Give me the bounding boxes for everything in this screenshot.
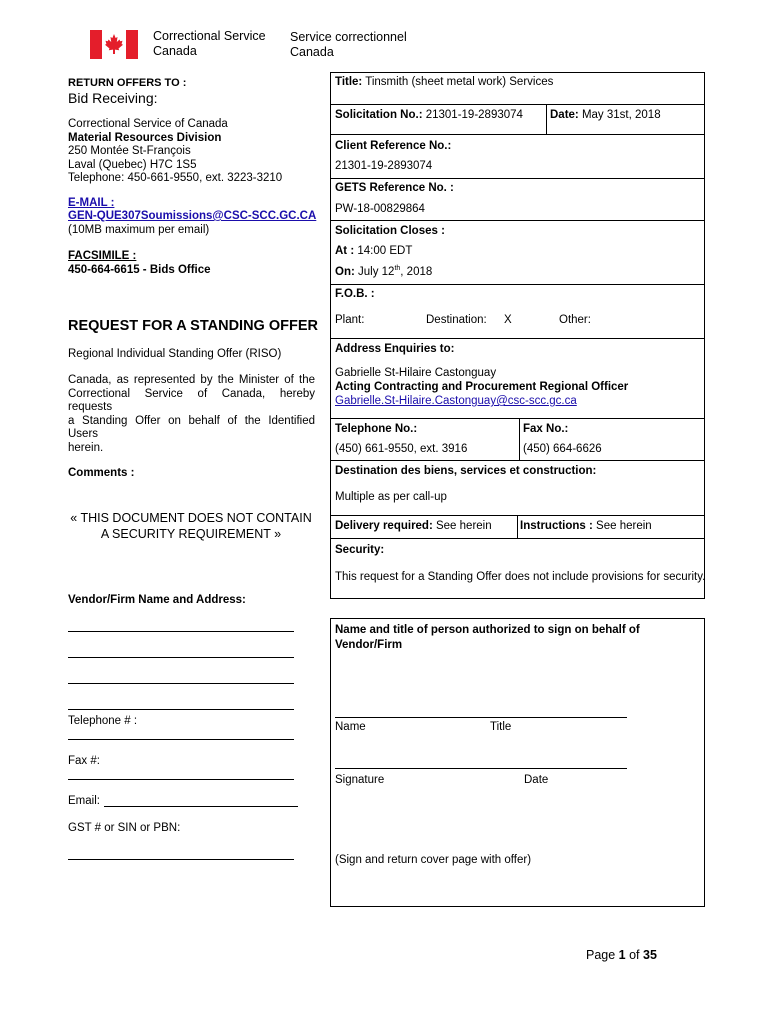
fob-label: F.O.B. : bbox=[335, 288, 375, 300]
gst-line[interactable] bbox=[68, 859, 294, 860]
fax-line[interactable] bbox=[68, 779, 294, 780]
telephone-label: Telephone # : bbox=[68, 715, 138, 727]
gets-reference-value: PW-18-00829864 bbox=[335, 203, 425, 215]
delivery-required: Delivery required: See herein bbox=[335, 520, 492, 532]
solicitation-date: Date: May 31st, 2018 bbox=[550, 109, 661, 121]
facsimile-value: 450-664-6615 - Bids Office bbox=[68, 264, 211, 276]
canada-flag-icon bbox=[90, 30, 138, 59]
instructions: Instructions : See herein bbox=[520, 520, 652, 532]
client-reference-value: 21301-19-2893074 bbox=[335, 160, 433, 172]
vendor-line-3[interactable] bbox=[68, 683, 294, 684]
security-label: Security: bbox=[335, 544, 385, 556]
fob-destination-label: Destination: bbox=[426, 314, 487, 326]
return-offers-label: RETURN OFFERS TO : bbox=[68, 77, 187, 89]
department-name-en: Correctional Service Canada bbox=[153, 29, 266, 58]
solicitation-closes-label: Solicitation Closes : bbox=[335, 225, 445, 237]
contact-title: Acting Contracting and Procurement Regional Officer bbox=[335, 381, 629, 393]
telephone-no-label: Telephone No.: bbox=[335, 423, 418, 435]
destination-goods-value: Multiple as per call-up bbox=[335, 491, 447, 503]
fax-label: Fax #: bbox=[68, 755, 100, 767]
title-field: Title: Tinsmith (sheet metal work) Services bbox=[335, 76, 554, 88]
vendor-line-1[interactable] bbox=[68, 631, 294, 632]
signature-date-line[interactable] bbox=[335, 768, 627, 769]
gets-reference-label: GETS Reference No. : bbox=[335, 182, 454, 194]
date-label: Date bbox=[524, 774, 549, 786]
name-label: Name bbox=[335, 721, 366, 733]
fob-other-label: Other: bbox=[559, 314, 591, 326]
contact-name: Gabrielle St-Hilaire Castonguay bbox=[335, 367, 497, 379]
email-field-label: Email: bbox=[68, 795, 100, 807]
page-number: Page 1 of 35 bbox=[586, 948, 657, 962]
telephone-no-value: (450) 661-9550, ext. 3916 bbox=[335, 443, 468, 455]
bid-receiving-label: Bid Receiving: bbox=[68, 90, 158, 106]
sign-return-note: (Sign and return cover page with offer) bbox=[335, 854, 532, 866]
fax-no-value: (450) 664-6626 bbox=[523, 443, 602, 455]
department-name-fr: Service correctionnel Canada bbox=[290, 30, 407, 59]
gst-label: GST # or SIN or PBN: bbox=[68, 822, 181, 834]
facsimile-label: FACSIMILE : bbox=[68, 250, 137, 262]
client-reference-label: Client Reference No.: bbox=[335, 140, 452, 152]
contact-email-link[interactable]: Gabrielle.St-Hilaire.Castonguay@csc-scc.gc.ca bbox=[335, 395, 577, 407]
return-address: Correctional Service of Canada Material Resources Division 250 Montée St-François Laval (Quebec) H7C 1S5 Telephone: 450-661-9550, ext. 3223-3210 bbox=[68, 118, 283, 184]
fax-no-label: Fax No.: bbox=[523, 423, 569, 435]
solicitation-number: Solicitation No.: 21301-19-2893074 bbox=[335, 109, 523, 121]
telephone-line[interactable] bbox=[68, 739, 294, 740]
riso-label: Regional Individual Standing Offer (RISO) bbox=[68, 348, 282, 360]
signature-label: Signature bbox=[335, 774, 385, 786]
security-value: This request for a Standing Offer does not include provisions for security. bbox=[335, 571, 706, 583]
fob-plant-label: Plant: bbox=[335, 314, 365, 326]
intro-paragraph: Canada, as represented by the Minister of the Correctional Service of Canada, hereby requests a Standing Offer on behalf of the Identified Users herein. bbox=[68, 374, 315, 454]
vendor-line-2[interactable] bbox=[68, 657, 294, 658]
fob-destination-mark: X bbox=[504, 314, 512, 326]
email-line[interactable] bbox=[104, 806, 298, 807]
closing-date: On: July 12th, 2018 bbox=[335, 265, 433, 278]
vendor-address-label: Vendor/Firm Name and Address: bbox=[68, 594, 246, 606]
document-title: REQUEST FOR A STANDING OFFER bbox=[68, 318, 318, 334]
closing-time: At : 14:00 EDT bbox=[335, 245, 413, 257]
name-title-line[interactable] bbox=[335, 717, 627, 718]
enquiries-label: Address Enquiries to: bbox=[335, 343, 455, 355]
comments-label: Comments : bbox=[68, 467, 135, 479]
email-size-note: (10MB maximum per email) bbox=[68, 224, 210, 236]
title-label: Title bbox=[490, 721, 512, 733]
email-label: E-MAIL : bbox=[68, 197, 115, 209]
vendor-line-4[interactable] bbox=[68, 709, 294, 710]
security-requirement-note: « THIS DOCUMENT DOES NOT CONTAIN A SECURITY REQUIREMENT » bbox=[70, 511, 312, 541]
signature-box-title: Name and title of person authorized to sign on behalf of Vendor/Firm bbox=[335, 624, 640, 651]
destination-goods-label: Destination des biens, services et construction: bbox=[335, 465, 597, 477]
bid-email-link[interactable]: GEN-QUE307Soumissions@CSC-SCC.GC.CA bbox=[68, 210, 317, 222]
